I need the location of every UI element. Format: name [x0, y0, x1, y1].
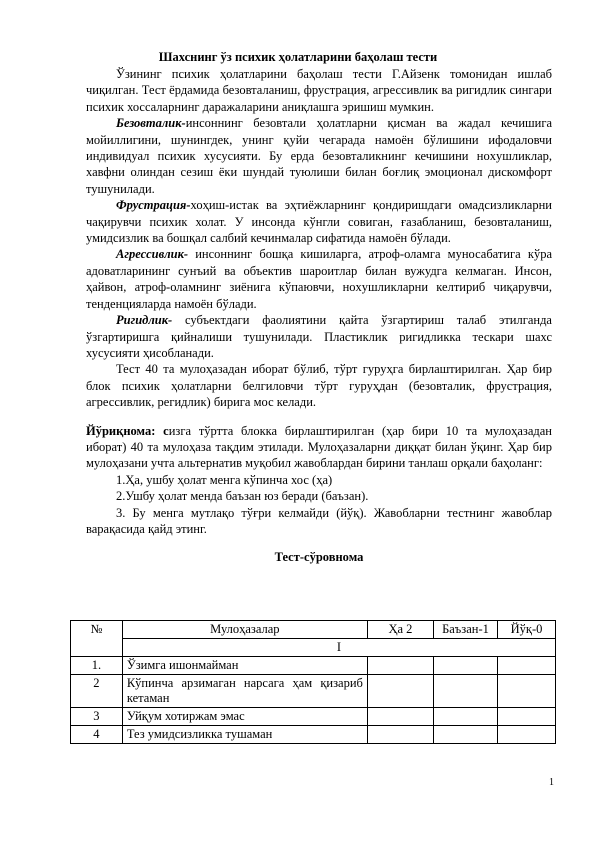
answer-cell-no[interactable]	[498, 675, 556, 708]
definition-text: хоҳиш-истак ва эҳтиёжларнинг қондиришдаги омадсизликларни чақирувчи психик холат. У инсонда кўнгли совиган, ғазабланиш, безовталаниш, умидсизлик ва бошқал салбий кечинмалар сифатида намоён бўлади.	[86, 198, 552, 246]
answer-cell-sometimes[interactable]	[433, 708, 497, 726]
answer-cell-yes[interactable]	[367, 708, 433, 726]
table-row	[71, 708, 556, 726]
instruction-text: изга тўртта блокка бирлаштирилган (ҳар бири 10 та мулоҳазадан иборат) 40 та мулоҳаза тақдим этилади. Мулоҳазаларни диққат билан ўқинг. Ҳар бир мулоҳазани учта альтернатив муқобил жавоблардан бирини танлаш орқали баҳоланг:	[86, 423, 552, 471]
row-statement: Ўзимга ишонмайман	[122, 657, 367, 675]
answer-cell-no[interactable]	[498, 657, 556, 675]
definition-anxiety	[86, 115, 552, 197]
block-row	[71, 639, 556, 657]
header-no: Йўқ-0	[498, 621, 556, 639]
answer-option: 2.Ушбу ҳолат менда баъзан юз беради (баъзан).	[116, 489, 369, 504]
answer-cell-yes[interactable]	[367, 657, 433, 675]
row-number: 2	[71, 675, 123, 708]
answer-cell-yes[interactable]	[367, 675, 433, 708]
definition-term: Ригидлик-	[116, 313, 173, 328]
body-text	[86, 66, 552, 566]
intro-paragraph: Ўзининг психик ҳолатларини баҳолаш тести Г.Айзенк томонидан ишлаб чиқилган. Тест ёрдамида безовталаниш, фрустрация, агрессивлик ва ригидлик сингари психик хоссаларнинг даражаларини аниқлашга эришиш мумкин.	[86, 67, 552, 114]
definition-text: инсоннинг бошқа кишиларга, атроф-оламга муносабатига кўра адоватларининг сунъий ва объектив шароитлар билан вужудга келмаган. Инсон, ҳайвон, атроф-оламнинг зиёнига кўпаювчи, ноxушликларни келтириб чиқарувчи, тенденцияларда намоён бўлади.	[86, 247, 552, 311]
answer-cell-sometimes[interactable]	[433, 657, 497, 675]
row-statement: Тез умидсизликка тушаман	[122, 726, 367, 744]
table-header-row	[71, 621, 556, 639]
header-sometimes: Баъзан-1	[433, 621, 497, 639]
row-number: 1.	[71, 657, 123, 675]
definition-aggression	[86, 246, 552, 312]
table-row	[71, 675, 556, 708]
definition-term: Агрессивлик-	[116, 247, 189, 262]
definition-term: Фрустрация-	[116, 198, 191, 213]
answer-cell-sometimes[interactable]	[433, 726, 497, 744]
definition-text: субъектдаги фаолиятини қайта ўзгартириш талаб этилганда ўзгартиришга қийналиши тушунилади. Пластиклик ригидликка тескари шахс хусусияти ҳисобланади.	[86, 313, 552, 360]
answer-cell-no[interactable]	[498, 726, 556, 744]
answer-cell-no[interactable]	[498, 708, 556, 726]
survey-table	[70, 620, 556, 744]
definition-text: инсоннинг безовтали ҳолатларни қисман ва жадал кечишига мойиллигини, шунингдек, унинг қуйи чегарада намоён бўлишини ифодаловчи индивидуал психик хусусияти. Бу ерда безовталикнинг кечишини ноxушликлар, хавфни олиндан сезиш ёки шундай туюлиши билан боғлиқ эмоционал дискомфорт тушунилади.	[86, 116, 552, 196]
row-number: 4	[71, 726, 123, 744]
structure-paragraph: Тест 40 та мулоҳазадан иборат бўлиб, тўрт гуруҳга бирлаштирилган. Ҳар бир блок психик ҳолатларни белгиловчи тўрт гуруҳдан (безовталик, фрустрация, агрессивлик, регидлик) бирига мос келади.	[86, 362, 552, 410]
block-label: I	[122, 639, 555, 657]
definition-rigidity	[86, 312, 552, 361]
answer-cell-yes[interactable]	[367, 726, 433, 744]
definition-frustration	[86, 197, 552, 246]
header-yes: Ҳа 2	[367, 621, 433, 639]
document-title: Шахснинг ўз психик ҳолатларини баҳолаш тести	[158, 50, 438, 64]
row-statement: Уйқум хотиржам эмас	[122, 708, 367, 726]
instruction-label: Йўриқнома: с	[86, 423, 169, 438]
definition-term: Безовталик-	[116, 116, 186, 131]
header-statements: Мулоҳазалар	[122, 621, 367, 639]
table-row	[71, 657, 556, 675]
page-number: 1	[549, 777, 554, 788]
row-number: 3	[71, 708, 123, 726]
instruction-paragraph	[86, 423, 552, 472]
survey-title: Тест-сўровнома	[274, 550, 364, 565]
answer-option: 3. Бу менга мутлақо тўғри келмайди (йўқ). Жавобларни тестнинг жавоблар варақасида қайд этинг.	[86, 505, 552, 536]
answer-cell-sometimes[interactable]	[433, 675, 497, 708]
row-statement: Кўпинча арзимаган нарсага ҳам қизариб кетаман	[122, 675, 367, 708]
header-number: №	[71, 621, 123, 657]
answer-option: 1.Ҳа, ушбу ҳолат менга кўпинча хос (ҳа)	[116, 472, 333, 487]
table-row	[71, 726, 556, 744]
